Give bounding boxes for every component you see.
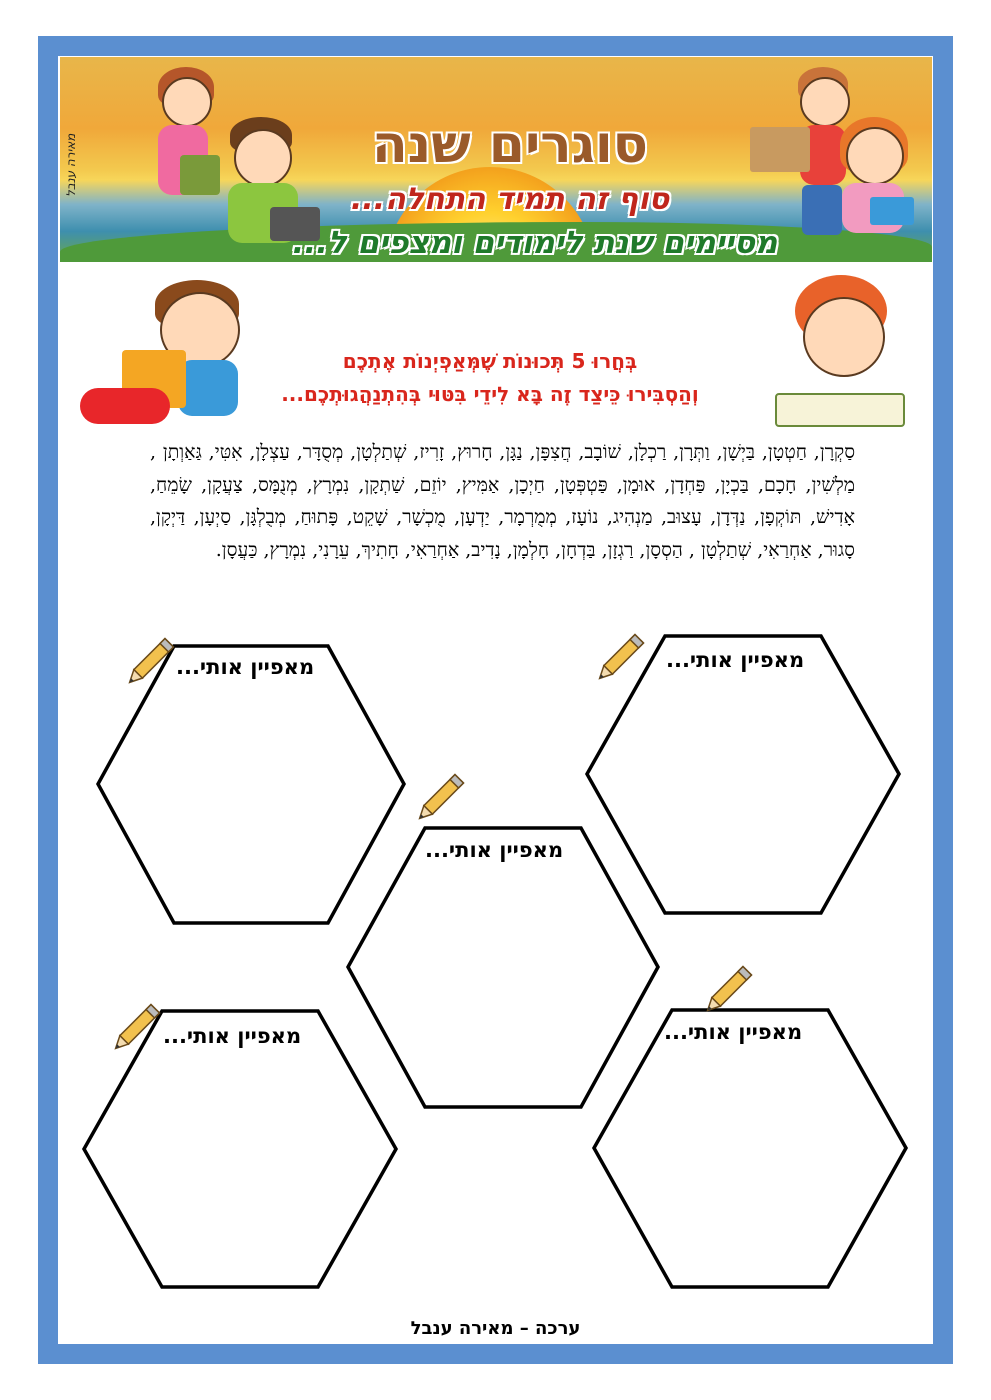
pencil-icon: [408, 768, 468, 832]
pencil-icon: [104, 998, 164, 1062]
banner-signature: מאירה ענבל: [64, 133, 78, 197]
hexagon-2-label: מאפיין אותי...: [666, 648, 805, 672]
pencil-icon: [588, 628, 648, 692]
boy-writing-illustration: [775, 275, 905, 435]
trait-hexagon-5[interactable]: [591, 1007, 909, 1290]
hexagon-5-label: מאפיין אותי...: [664, 1020, 803, 1044]
banner-title: סוגרים שנה: [371, 115, 649, 175]
banner-subtitle-secondary: מסיימים שנת לימודים ומצפים ל...: [292, 225, 778, 261]
hexagon-1-label: מאפיין אותי...: [176, 655, 315, 679]
instruction-line-1: בְּחֲרוּ 5 תְּכוּנוֹת שֶׁמְּאַפְיְנוֹת אֶתְכֶם: [342, 349, 638, 373]
girl-reading-illustration: [830, 117, 930, 257]
instruction-text: [200, 345, 780, 411]
pencil-icon: [696, 960, 756, 1024]
hexagon-3-label: מאפיין אותי...: [425, 838, 564, 862]
traits-word-list: סַקְרָן, חַטְטָן, בַּיְשָׁן, וַתְּרָן, רַכְלָן, שׁוֹבָב, חֲצִפָּן, נַגָּן, חָרוּץ, זָרִיז, שְׁתַלְטָן, מְסֻדָּר, עַצְלָן, אִטִּי, גַּאַוְתָן , מַלְשִׁין, חָכָם, בַּכְיָן, פַּחְדָן, אוּמָן, פַּטְפְּטָן, חַיְכָן, אַמִּיץ, יוֹזֵם, שַׁתְקָן, נִמְרָץ, מְנֻמָּס, צַעֲקָן, שָׂמֵחַ, אָדִישׁ, תּוֹקְפָן, נַדְּדָן, עָצוּב, מַנְהִיג, נוֹעָז, מְמֻרְמָר, יַדְעָן, מֻכְשָׁר, שָׁקֵט, פָּתוּחַ, מְבֻלְגָּן, סַיְעָן, דַּיְקָן, סָגוּר, אַחְרַאִי, שְׁתַלְטָן , הַסְסָן, רַגְזָן, בַּדְחָן, חָלְמָן, נָדִיב, אַחְרַאִי, חָתִיךְ, עֵרָנִי, נִמְרָץ, כַּעֲסָן.: [150, 441, 855, 561]
footer-credit: ערכה – מאירה ענבל: [410, 1318, 581, 1339]
hexagon-4-label: מאפיין אותי...: [163, 1024, 302, 1048]
header-banner: [60, 57, 932, 262]
instruction-line-2: וְהַסְבִּירוּ כֵּיצַד זֶה בָּא לִידֵי בִּטּוּי בְּהִתְנַהֲגוּתְכֶם...: [281, 382, 699, 406]
pencil-icon: [118, 632, 178, 696]
banner-subtitle: סוף זה תמיד התחלה...: [350, 182, 670, 217]
